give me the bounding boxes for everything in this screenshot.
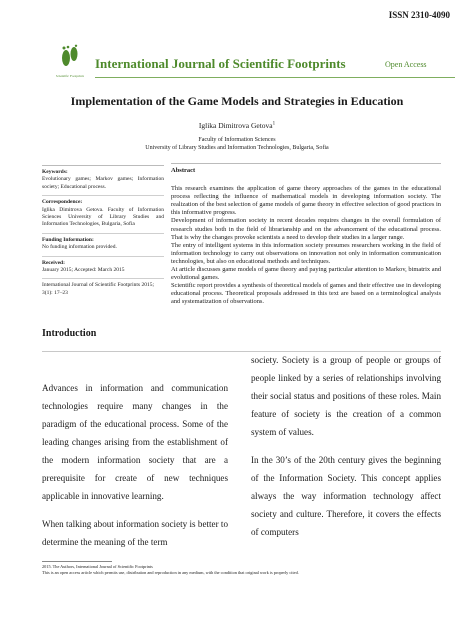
abstract-paragraph: At article discusses game models of game theory and paying particular attention to Markov, bimatrix and evolutional games. xyxy=(171,266,441,282)
article-info-sidebar xyxy=(42,165,164,301)
footprint-logo-icon xyxy=(56,44,84,80)
paper-title: Implementation of the Game Models and Strategies in Education xyxy=(70,94,404,108)
abstract xyxy=(171,163,441,307)
correspondence-section xyxy=(42,196,164,234)
logo-text: Scientific Footprints xyxy=(56,74,84,78)
abstract-paragraph: Scientific report provides a synthesis of theoretical models of games and their effective use in developing educational process. Theoretical proposals addressed in this text are based on a terminological analysis and systematization of observations. xyxy=(171,282,441,306)
keywords-heading: Keywords: xyxy=(42,169,68,175)
footer-divider xyxy=(42,561,112,562)
body-column-left xyxy=(42,379,228,561)
body-paragraph: In the 30’s of the 20th century gives the beginning of the Information Society. This concept applies always the way information technology affect society and culture. Therefore, it covers the effects of computers xyxy=(251,455,441,537)
body-paragraph: society. Society is a group of people or groups of people linked by a series of relationships involving their social status and positions of these roles. Main feature of society is the creation of a common system of values. xyxy=(251,355,441,437)
header-divider xyxy=(95,77,455,78)
body-paragraph: When talking about information society is better to determine the meaning of the term xyxy=(42,519,228,547)
received-text: January 2015; Accepted: March 2015 xyxy=(42,267,125,274)
affiliation xyxy=(0,136,474,152)
abstract-paragraph: Development of information society in recent decades requires changes in the overall formulation of research studies both in the field of librarianship and on the advancement of the educational process. That is why the changes provoke scientists a need to develop their studies in a larger range. xyxy=(171,217,441,241)
introduction-heading: Introduction xyxy=(42,328,97,339)
keywords-text: Evolutionary games; Markov games; Information society; Educational process. xyxy=(42,176,164,190)
funding-heading: Funding Information: xyxy=(42,236,94,243)
page-footer xyxy=(42,564,452,576)
body-column-right xyxy=(251,351,441,551)
issn-label: ISSN 2310-4090 xyxy=(388,10,450,20)
abstract-paragraph: The entry of intelligent systems in this information society presumes researchers working in the field of information technology to carry out observations on innovation not only in information communication technologies, but also on educational methods and techniques. xyxy=(171,241,441,265)
affiliation-line-2: University of Library Studies and Information Technologies, Bulgaria, Sofia xyxy=(145,145,329,151)
received-heading: Received: xyxy=(42,259,65,266)
footer-copyright: 2015. The Authors, International Journal of Scientific Footprints xyxy=(42,564,153,569)
body-paragraph: Advances in information and communication technologies require many changes in the paradigm of the educational process. Some of the leading changes arising from the establishment of the modern information society that are a prerequisite for create of new techniques applicable in innovative learning. xyxy=(42,383,228,501)
citation-section xyxy=(42,279,164,301)
correspondence-heading: Correspondence: xyxy=(42,199,83,206)
funding-section xyxy=(42,234,164,257)
abstract-heading: Abstract xyxy=(171,167,196,174)
author-line xyxy=(0,121,474,130)
received-section xyxy=(42,257,164,280)
abstract-paragraph: This research examines the application of game theory approaches of the games in the educational process reflecting the influence of mathematical models in developing information society. The realization of the best selection of game models of game theory in effective selection of good practices in this informative progress. xyxy=(171,185,441,217)
affiliation-line-1: Faculty of Information Sciences xyxy=(198,137,276,143)
funding-text: No funding information provided. xyxy=(42,244,117,251)
author-superscript: 1 xyxy=(272,121,276,127)
open-access-label: Open Access xyxy=(385,60,427,69)
journal-name: International Journal of Scientific Footprints xyxy=(95,56,346,71)
keywords-section xyxy=(42,166,164,196)
footer-license: This is an open access article which permits use, distribution and reproduction in any medium, with the condition that original work is properly cited. xyxy=(42,570,299,575)
author-name: Iglika Dimitrova Getova xyxy=(198,121,273,130)
journal-logo xyxy=(56,44,84,80)
correspondence-text: Iglika Dimitrova Getova. Faculty of Information Sciences University of Library Studies and Information Technologies, Bulgaria, Sofia xyxy=(42,206,164,228)
citation-text: International Journal of Scientific Footprints 2015; 3(1): 17–23 xyxy=(42,282,154,296)
